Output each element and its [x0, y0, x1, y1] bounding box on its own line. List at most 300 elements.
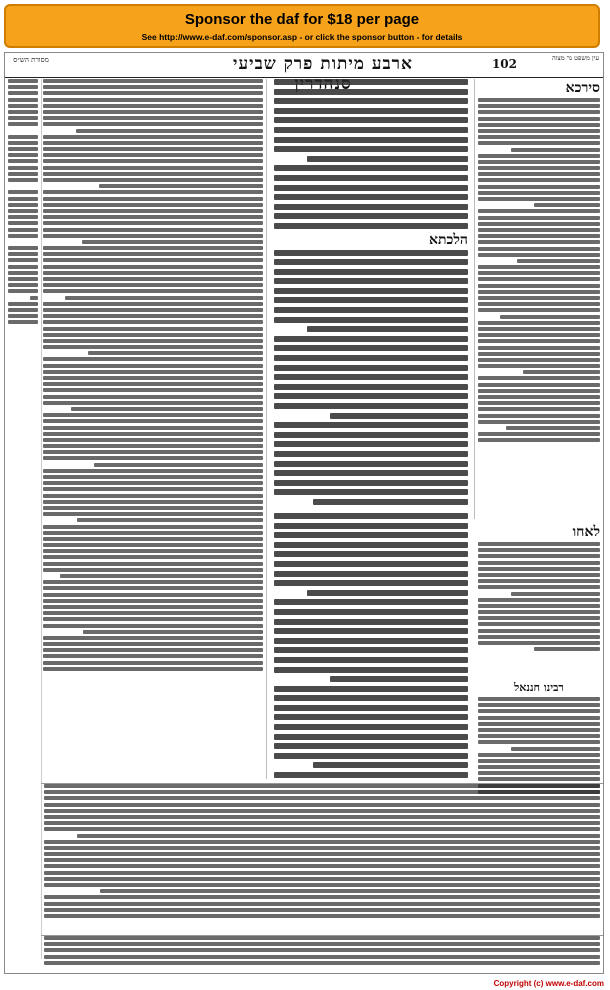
text-line: [517, 259, 600, 263]
text-line: [43, 395, 263, 399]
rabbeinu-chananel-heading: רבינו חננאל: [514, 681, 564, 694]
footnotes-block: [41, 935, 603, 972]
text-line: [43, 636, 263, 640]
text-line: [274, 117, 468, 123]
text-line: [274, 278, 468, 284]
text-line: [274, 269, 468, 275]
text-line: [478, 765, 600, 769]
text-line: [8, 209, 38, 213]
text-line: [43, 159, 263, 163]
text-line: [274, 724, 468, 730]
tosafot-column: [40, 79, 267, 779]
text-line: [8, 314, 38, 318]
text-line: [478, 222, 600, 226]
text-line: [43, 667, 263, 671]
text-line: [478, 160, 600, 164]
text-line: [43, 339, 263, 343]
text-line: [43, 388, 263, 392]
text-line: [478, 110, 600, 114]
text-line: [274, 714, 468, 720]
talmud-page: [4, 52, 604, 974]
text-line: [8, 271, 38, 275]
text-line: [478, 635, 600, 639]
text-line: [274, 734, 468, 740]
sponsor-banner-subtitle[interactable]: See http://www.e-daf.com/sponsor.asp - or click the sponsor button - for details: [141, 32, 463, 42]
text-line: [43, 537, 263, 541]
text-line: [43, 110, 263, 114]
text-line: [478, 290, 600, 294]
text-line: [478, 734, 600, 738]
text-line: [44, 871, 600, 875]
text-line: [43, 314, 263, 318]
text-line: [43, 580, 263, 584]
text-line: [8, 234, 38, 238]
text-line: [307, 590, 468, 596]
text-line: [478, 740, 600, 744]
text-line: [8, 277, 38, 281]
text-line: [274, 98, 468, 104]
text-line: [478, 401, 600, 405]
text-line: [478, 420, 600, 424]
text-line: [274, 204, 468, 210]
text-line: [8, 172, 38, 176]
text-line: [8, 308, 38, 312]
text-line: [478, 265, 600, 269]
text-line: [43, 116, 263, 120]
text-line: [478, 579, 600, 583]
gemara-column: [271, 79, 471, 509]
masoret-hashas-label: מסורת הש״ס: [13, 56, 49, 64]
text-line: [478, 178, 600, 182]
text-line: [43, 543, 263, 547]
text-line: [478, 216, 600, 220]
text-line: [478, 135, 600, 139]
text-line: [43, 258, 263, 262]
text-line: [43, 648, 263, 652]
text-line: [43, 308, 263, 312]
sponsor-banner[interactable]: [4, 4, 600, 48]
text-line: [43, 419, 263, 423]
text-line: [274, 374, 468, 380]
text-line: [8, 178, 38, 182]
text-line: [43, 147, 263, 151]
text-line: [8, 197, 38, 201]
text-line: [44, 858, 600, 862]
text-line: [274, 743, 468, 749]
text-line: [43, 166, 263, 170]
text-line: [100, 889, 600, 893]
text-line: [478, 228, 600, 232]
text-line: [43, 320, 263, 324]
text-line: [44, 815, 600, 819]
text-line: [478, 383, 600, 387]
text-line: [274, 336, 468, 342]
text-line: [43, 382, 263, 386]
text-line: [307, 156, 468, 162]
text-line: [76, 129, 263, 133]
text-line: [43, 444, 263, 448]
text-line: [478, 389, 600, 393]
text-line: [43, 599, 263, 603]
text-line: [8, 246, 38, 250]
text-line: [44, 914, 600, 918]
text-line: [43, 469, 263, 473]
text-line: [274, 523, 468, 529]
text-line: [44, 936, 600, 940]
text-line: [43, 197, 263, 201]
text-line: [8, 91, 38, 95]
text-line: [274, 489, 468, 495]
rashi-lower-column: [475, 523, 603, 673]
text-line: [274, 384, 468, 390]
text-line: [60, 574, 263, 578]
text-line: [313, 499, 468, 505]
text-line: [478, 728, 600, 732]
text-line: [43, 605, 263, 609]
text-line: [478, 277, 600, 281]
text-line: [523, 370, 600, 374]
text-line: [478, 395, 600, 399]
text-line: [8, 104, 38, 108]
text-line: [8, 85, 38, 89]
text-line: [274, 194, 468, 200]
text-line: [43, 246, 263, 250]
text-line: [307, 326, 468, 332]
text-line: [43, 302, 263, 306]
text-line: [8, 98, 38, 102]
text-line: [478, 697, 600, 701]
text-line: [478, 561, 600, 565]
text-line: [44, 948, 600, 952]
text-line: [478, 407, 600, 411]
text-line: [43, 85, 263, 89]
text-line: [43, 506, 263, 510]
text-line: [43, 265, 263, 269]
text-line: [313, 762, 468, 768]
text-line: [44, 883, 600, 887]
text-line: [44, 852, 600, 856]
text-line: [8, 110, 38, 114]
text-line: [478, 716, 600, 720]
text-line: [274, 638, 468, 644]
text-line: [511, 747, 600, 751]
text-line: [43, 141, 263, 145]
text-line: [478, 622, 600, 626]
text-line: [478, 234, 600, 238]
text-line: [43, 153, 263, 157]
text-line: [478, 240, 600, 244]
text-line: [43, 333, 263, 337]
gemara-lower-column: [271, 513, 471, 778]
text-line: [8, 215, 38, 219]
text-line: [274, 513, 468, 519]
sponsor-banner-title[interactable]: Sponsor the daf for $18 per page: [184, 11, 420, 28]
text-line: [30, 296, 38, 300]
text-line: [478, 327, 600, 331]
text-line: [43, 450, 263, 454]
text-line: [8, 79, 38, 83]
text-line: [43, 494, 263, 498]
text-line: [8, 228, 38, 232]
text-line: [43, 289, 263, 293]
text-line: [274, 686, 468, 692]
text-line: [511, 148, 600, 152]
text-line: [274, 89, 468, 95]
text-line: [44, 846, 600, 850]
text-line: [478, 542, 600, 546]
text-line: [43, 122, 263, 126]
text-line: [478, 364, 600, 368]
text-line: [478, 598, 600, 602]
text-line: [274, 403, 468, 409]
text-line: [43, 221, 263, 225]
text-line: [478, 308, 600, 312]
text-line: [478, 548, 600, 552]
text-line: [478, 185, 600, 189]
text-line: [478, 172, 600, 176]
text-line: [274, 667, 468, 673]
text-line: [43, 104, 263, 108]
text-line: [478, 271, 600, 275]
text-line: [274, 127, 468, 133]
text-line: [94, 463, 263, 467]
text-line: [77, 518, 263, 522]
text-line: [478, 166, 600, 170]
text-line: [274, 79, 468, 85]
text-line: [44, 821, 600, 825]
text-line: [43, 271, 263, 275]
text-line: [43, 215, 263, 219]
text-line: [478, 438, 600, 442]
text-line: [478, 296, 600, 300]
rashi-column: [474, 79, 603, 519]
text-line: [274, 146, 468, 152]
text-line: [330, 413, 468, 419]
text-line: [534, 647, 600, 651]
text-line: [44, 803, 600, 807]
text-line: [43, 357, 263, 361]
text-line: [274, 365, 468, 371]
text-line: [43, 135, 263, 139]
text-line: [8, 190, 38, 194]
text-line: [478, 414, 600, 418]
text-line: [43, 624, 263, 628]
text-line: [8, 320, 38, 324]
text-line: [44, 827, 600, 831]
text-line: [43, 252, 263, 256]
text-line: [478, 129, 600, 133]
gemara-heading-halachta: הלכתא: [429, 231, 468, 248]
text-line: [274, 628, 468, 634]
text-line: [478, 247, 600, 251]
text-line: [478, 104, 600, 108]
text-line: [43, 401, 263, 405]
text-line: [43, 586, 263, 590]
text-line: [43, 481, 263, 485]
text-line: [534, 203, 600, 207]
text-line: [8, 141, 38, 145]
text-line: [43, 98, 263, 102]
text-line: [8, 147, 38, 151]
text-line: [478, 567, 600, 571]
text-line: [82, 240, 263, 244]
text-line: [478, 759, 600, 763]
text-line: [274, 470, 468, 476]
text-line: [8, 116, 38, 120]
text-line: [274, 185, 468, 191]
rashi-opening-word: סירכא: [565, 80, 600, 96]
page-number: 102: [491, 57, 517, 71]
text-line: [43, 611, 263, 615]
text-line: [8, 289, 38, 293]
gemara-heading-lachu: לאחו: [572, 524, 600, 540]
text-line: [44, 961, 600, 965]
text-line: [99, 184, 263, 188]
text-line: [43, 79, 263, 83]
text-line: [43, 475, 263, 479]
text-line: [274, 441, 468, 447]
text-line: [8, 159, 38, 163]
text-line: [43, 376, 263, 380]
text-line: [274, 571, 468, 577]
text-line: [478, 376, 600, 380]
left-margin-references: [5, 79, 42, 959]
text-line: [478, 358, 600, 362]
text-line: [478, 722, 600, 726]
text-line: [478, 616, 600, 620]
copyright-notice[interactable]: Copyright (c) www.e-daf.com: [493, 979, 604, 988]
text-line: [88, 351, 263, 355]
text-line: [478, 98, 600, 102]
text-line: [478, 333, 600, 337]
text-line: [43, 549, 263, 553]
text-line: [478, 123, 600, 127]
text-line: [478, 154, 600, 158]
text-line: [478, 703, 600, 707]
text-line: [478, 554, 600, 558]
text-line: [274, 451, 468, 457]
text-line: [274, 355, 468, 361]
text-line: [44, 895, 600, 899]
text-line: [71, 407, 263, 411]
text-line: [274, 647, 468, 653]
text-line: [43, 562, 263, 566]
text-line: [511, 592, 600, 596]
text-line: [44, 864, 600, 868]
text-line: [43, 228, 263, 232]
text-line: [274, 165, 468, 171]
text-line: [274, 307, 468, 313]
text-line: [8, 221, 38, 225]
text-line: [478, 709, 600, 713]
text-line: [274, 772, 468, 778]
text-line: [43, 512, 263, 516]
text-line: [65, 296, 263, 300]
text-line: [43, 413, 263, 417]
text-line: [8, 166, 38, 170]
text-line: [478, 141, 600, 145]
text-line: [274, 393, 468, 399]
text-line: [43, 203, 263, 207]
text-line: [274, 609, 468, 615]
text-line: [43, 426, 263, 430]
text-line: [8, 203, 38, 207]
text-line: [43, 654, 263, 658]
text-line: [77, 834, 600, 838]
text-line: [43, 525, 263, 529]
text-line: [274, 422, 468, 428]
text-line: [478, 197, 600, 201]
text-line: [274, 432, 468, 438]
text-line: [274, 657, 468, 663]
text-line: [274, 542, 468, 548]
text-line: [44, 784, 600, 788]
text-line: [274, 619, 468, 625]
text-line: [478, 777, 600, 781]
text-line: [44, 840, 600, 844]
commentary-bottom-block: [41, 783, 603, 934]
text-line: [478, 352, 600, 356]
text-line: [478, 641, 600, 645]
page-title: ארבע מיתות פרק שביעי: [233, 54, 413, 74]
text-line: [43, 190, 263, 194]
text-line: [43, 531, 263, 535]
text-line: [478, 432, 600, 436]
text-line: [44, 796, 600, 800]
page-header: [5, 53, 603, 78]
text-line: [43, 432, 263, 436]
text-line: [43, 593, 263, 597]
text-line: [43, 277, 263, 281]
text-line: [478, 585, 600, 589]
text-line: [43, 364, 263, 368]
text-line: [478, 209, 600, 213]
text-line: [274, 175, 468, 181]
text-line: [274, 705, 468, 711]
text-line: [274, 551, 468, 557]
text-line: [8, 302, 38, 306]
text-line: [478, 321, 600, 325]
text-line: [274, 599, 468, 605]
text-line: [274, 532, 468, 538]
text-line: [274, 480, 468, 486]
text-line: [43, 617, 263, 621]
text-line: [43, 661, 263, 665]
text-line: [43, 642, 263, 646]
text-line: [274, 250, 468, 256]
text-line: [478, 117, 600, 121]
text-line: [43, 234, 263, 238]
ein-mishpat-label: עין משפט נר מצוה: [552, 54, 599, 62]
text-line: [43, 345, 263, 349]
text-line: [8, 153, 38, 157]
text-line: [8, 122, 38, 126]
text-line: [8, 283, 38, 287]
text-line: [478, 604, 600, 608]
text-line: [330, 676, 468, 682]
text-line: [274, 137, 468, 143]
text-line: [478, 753, 600, 757]
text-line: [274, 297, 468, 303]
text-line: [43, 178, 263, 182]
text-line: [8, 252, 38, 256]
text-line: [274, 317, 468, 323]
text-line: [43, 456, 263, 460]
text-line: [478, 339, 600, 343]
text-line: [44, 809, 600, 813]
text-line: [43, 568, 263, 572]
text-line: [43, 91, 263, 95]
